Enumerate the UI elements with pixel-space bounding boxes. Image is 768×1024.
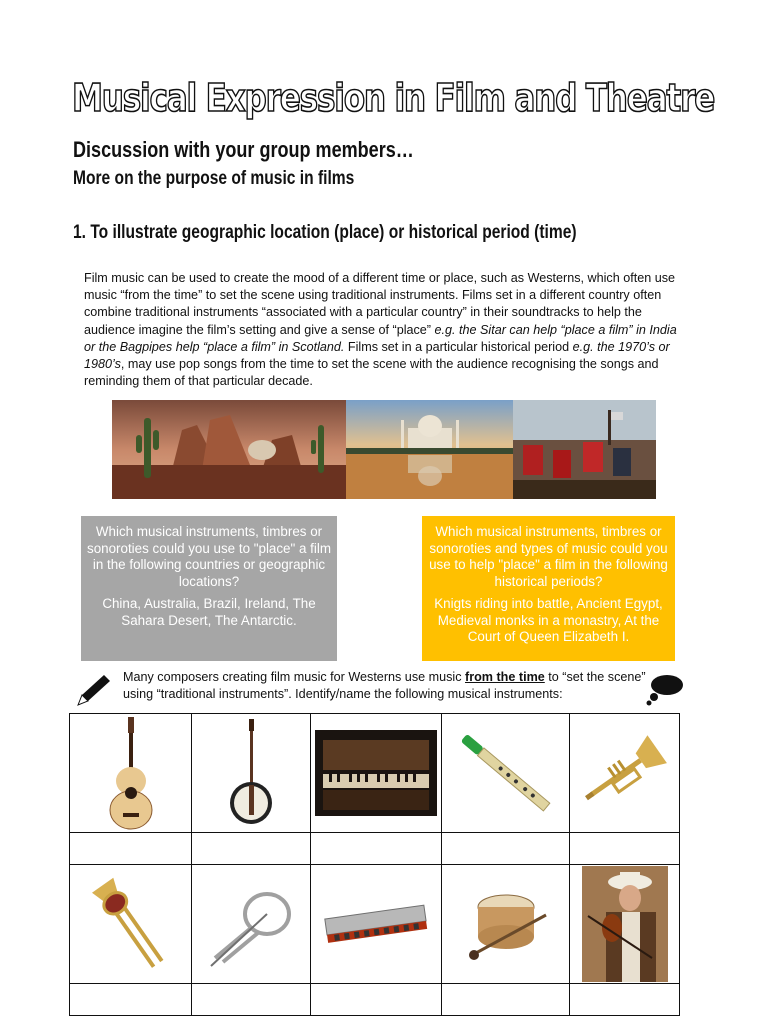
cell-fiddle: [570, 865, 680, 984]
answer-cell[interactable]: [570, 833, 680, 865]
cell-trombone: [70, 865, 192, 984]
pencil-icon: [74, 673, 114, 709]
answer-cell[interactable]: [442, 984, 570, 1016]
taj-mahal-image: [346, 400, 513, 499]
battle-painting-image: [513, 400, 656, 499]
piano-icon: [315, 730, 437, 816]
instr-text-2: to “set the scene” using “traditional instruments”. Identify/name the following musical instruments:: [123, 670, 646, 701]
cell-drum: [442, 865, 570, 984]
tin-whistle-icon: [451, 718, 561, 828]
cell-piano: [311, 714, 442, 833]
subtitle: Discussion with your group members…: [73, 137, 414, 162]
cell-harmonica: [311, 865, 442, 984]
periods-question-box: [422, 516, 675, 661]
drum-icon: [456, 879, 556, 969]
page-title: Musical Expression in Film and Theatre: [72, 76, 715, 120]
guitar-icon: [101, 715, 161, 831]
countries-question-box: [81, 516, 337, 661]
answer-cell[interactable]: [311, 833, 442, 865]
answer-cell[interactable]: [442, 833, 570, 865]
desert-western-image: [112, 400, 346, 499]
countries-list: China, Australia, Brazil, Ireland, The Sahara Desert, The Antarctic.: [102, 596, 316, 628]
answer-cell[interactable]: [192, 833, 311, 865]
trombone-icon: [83, 866, 179, 982]
answer-row-1: [70, 833, 680, 865]
answer-cell[interactable]: [311, 984, 442, 1016]
trumpet-icon: [579, 723, 671, 823]
countries-question: Which musical instruments, timbres or sonoroties could you use to "place" a film in the following countries or geographic locations?: [87, 524, 331, 589]
section-heading: 1. To illustrate geographic location (place) or historical period (time): [73, 222, 577, 243]
banjo-icon: [221, 715, 281, 831]
cell-tin-whistle: [442, 714, 570, 833]
instrument-grid: [69, 713, 680, 1016]
para-text-2: Films set in a particular historical period: [344, 339, 573, 354]
instr-bold: from the time: [465, 670, 545, 684]
image-row-2: [70, 865, 680, 984]
cell-trumpet: [570, 714, 680, 833]
para-italic-2: e.g. the 1970’s or 1980’s: [84, 339, 670, 372]
answer-cell[interactable]: [192, 984, 311, 1016]
instructions: [123, 669, 653, 703]
answer-cell[interactable]: [70, 833, 192, 865]
cell-jaw-harp: [192, 865, 311, 984]
answer-cell[interactable]: [570, 984, 680, 1016]
fiddle-player-icon: [582, 866, 668, 982]
periods-question: Which musical instruments, timbres or sonoroties and types of music could you use to help "place" a film in the following historical periods?: [429, 524, 668, 589]
intro-paragraph: [84, 270, 684, 390]
image-row-1: [70, 714, 680, 833]
instr-text-1: Many composers creating film music for Westerns use music: [123, 670, 465, 684]
thought-bubble-icon: [645, 673, 685, 707]
subheading: More on the purpose of music in films: [73, 168, 355, 189]
answer-row-2: [70, 984, 680, 1016]
para-text-3: , may use pop songs from the time to set the scene with the audience recognising the songs and reminding them of that particular decade.: [84, 357, 659, 389]
para-italic-1: e.g. the Sitar can help “place a film” in India or the Bagpipes help “place a film” in Scotland.: [84, 322, 677, 354]
cell-banjo: [192, 714, 311, 833]
cell-guitar: [70, 714, 192, 833]
answer-cell[interactable]: [70, 984, 192, 1016]
periods-list: Knigts riding into battle, Ancient Egypt, Medieval monks in a monastry, At the Court of Queen Elizabeth I.: [434, 596, 663, 644]
jaw-harp-icon: [201, 874, 301, 974]
harmonica-icon: [321, 884, 431, 964]
para-text-1: Film music can be used to create the mood of a different time or place, such as Westerns, which often use music “from the time” to set the scene using traditional instruments. Films set in a different country often combine traditional instruments “associated with a particular country” in their soundtracks to help the audience imagine the film’s setting and give a sense of “place”: [84, 271, 676, 337]
